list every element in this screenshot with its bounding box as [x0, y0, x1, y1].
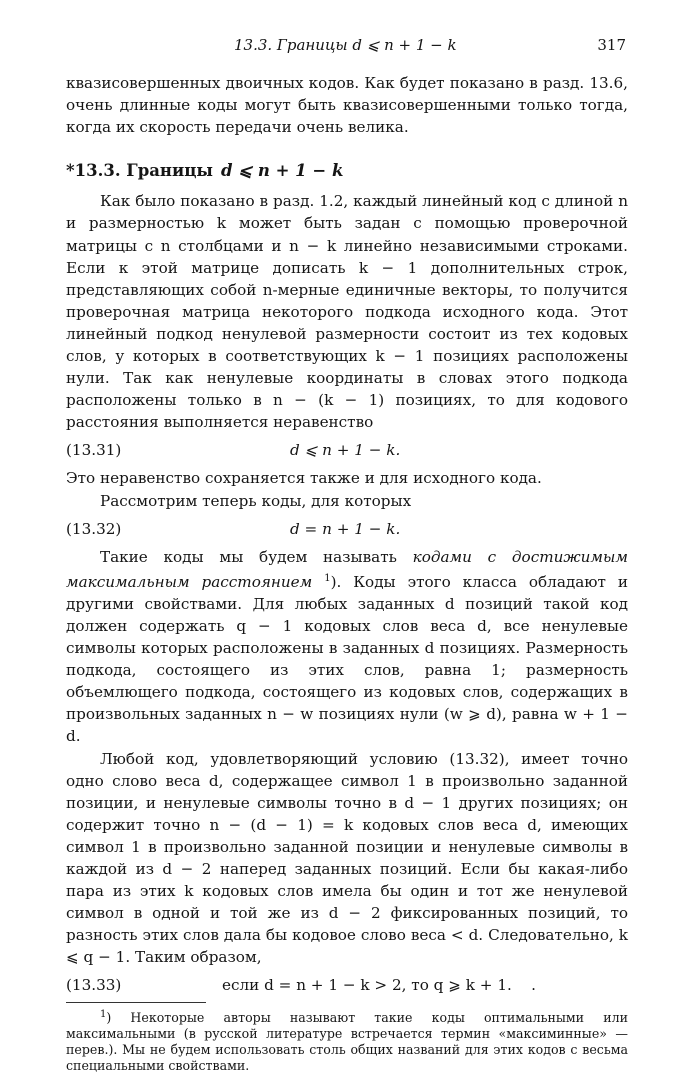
section-heading-label: *13.3. Границы — [66, 161, 213, 181]
equation-13-33 — [66, 972, 628, 998]
defined-term: кодами с достижимым максимальным расстоянием — [66, 547, 628, 591]
page-number: 317 — [597, 36, 626, 54]
running-title: 13.3. Границы d ⩽ n + 1 − k — [234, 36, 457, 54]
section-heading-math: d ⩽ n + 1 − k — [220, 161, 344, 181]
footnote-mark: 1 — [100, 1009, 107, 1021]
paragraph-4-rest: ). Коды этого класса обладают и другими свойствами. Для любых заданных d позиций такой код должен содержать q − 1 кодовых слов веса d, все ненулевые символы которых расположены в заданных d позициях. Размерность подкода, состоящего из этих слов, равна 1; размерность объемлющего подкода, состоящего из кодовых слов, содержащих в произвольных заданных n − w позициях нули (w ⩾ d), равна w + 1 − d. — [66, 572, 628, 746]
equation-number: (13.31) — [66, 441, 122, 460]
equation-trail: . — [531, 976, 536, 995]
footnote-reference: 1 — [324, 572, 331, 584]
paragraph-4 — [66, 546, 628, 748]
equation-13-31 — [66, 437, 628, 463]
equation-formula — [222, 974, 536, 996]
intro-paragraph: квазисовершенных двоичных кодов. Как будет показано в разд. 13.6, очень длинные коды могут быть квазисовершенными только тогда, когда их скорость передачи очень велика. — [66, 74, 628, 137]
paragraph-5: Любой код, удовлетворяющий условию (13.32), имеет точно одно слово веса d, содержащее символ 1 в произвольно заданной позиции, и ненулевые символы точно в d − 1 других позициях; он содержит точно n − (d − 1) = k кодовых слов веса d, имеющих символ 1 в произвольно заданной позиции и ненулевые символы в каждой из d − 2 наперед заданных позиций. Если бы какая-либо пара из этих k кодовых слов имела бы один и тот же ненулевой символ в одной и той же из d − 2 фиксированных позиций, то разность этих слов дала бы кодовое слово веса < d. Следовательно, k ⩽ q − 1. Таким образом, — [66, 749, 628, 967]
equation-number: (13.33) — [66, 976, 122, 995]
footnote-divider — [66, 1002, 206, 1003]
equation-formula-text: если d = n + 1 − k > 2, то q ⩾ k + 1. — [222, 976, 512, 995]
footnote — [66, 1007, 628, 1073]
main-text — [66, 72, 628, 1074]
equation-formula: d ⩽ n + 1 − k. — [290, 441, 401, 460]
footnote-text: ) Некоторые авторы называют такие коды оптимальными или максимальными (в русской литературе встречается термин «максиминные» — перев.). Мы не будем использовать столь общих названий для этих кодов с весьма специальными свойствами. — [66, 1010, 628, 1074]
equation-13-32 — [66, 516, 628, 542]
paragraph-4-start: Такие коды мы будем называть — [100, 547, 413, 566]
paragraph-3: Рассмотрим теперь коды, для которых — [100, 491, 412, 510]
paragraph-1: Как было показано в разд. 1.2, каждый линейный код с длиной n и размерностью k может быть задан с помощью проверочной матрицы с n столбцами и n − k линейно независимыми строками. Если к этой матрице дописать k − 1 дополнительных строк, представляющих собой n-мерные единичные векторы, то получится проверочная матрица некоторого подкода исходного кода. Этот линейный подкод ненулевой размерности состоит из тех кодовых слов, у которых в соответствующих k − 1 позициях расположены нули. Так как ненулевые координаты в словах этого подкода расположены только в n − (k − 1) позициях, то для кодового расстояния выполняется неравенство — [66, 192, 628, 432]
section-heading — [66, 160, 628, 182]
equation-number: (13.32) — [66, 519, 122, 538]
equation-formula: d = n + 1 − k. — [290, 519, 401, 538]
paragraph-2: Это неравенство сохраняется также и для исходного кода. — [66, 469, 542, 488]
page-header — [66, 36, 626, 58]
